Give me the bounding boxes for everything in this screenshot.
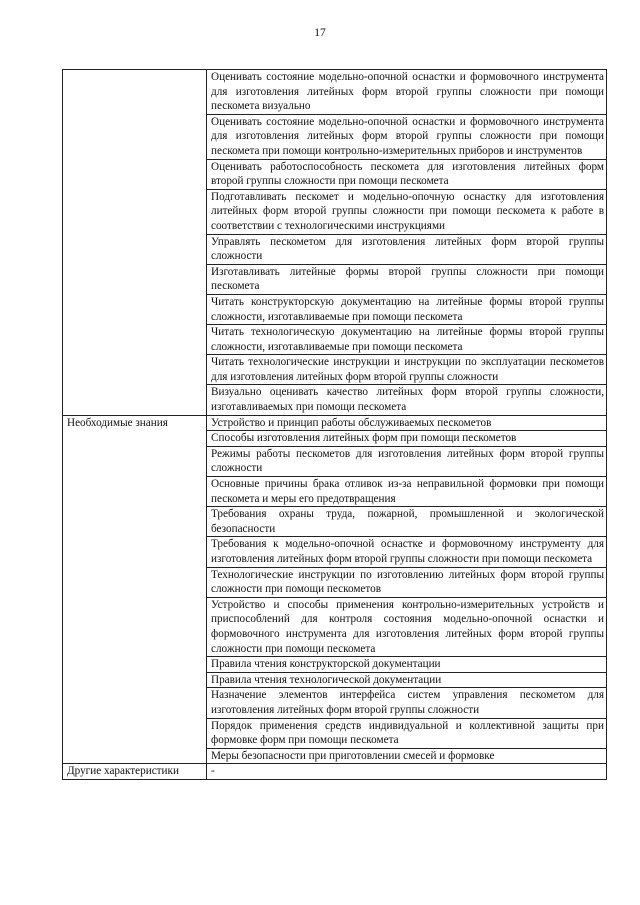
row-description: Требования к модельно-опочной оснастке и формовочному инструменту для изготовления литейных форм второй группы сложности при помощи пескомета — [207, 537, 607, 567]
row-description: - — [207, 764, 607, 780]
row-description: Визуально оценивать качество литейных форм второй группы сложности, изготавливаемых при помощи пескомета — [207, 385, 607, 415]
row-description: Основные причины брака отливок из-за неправильной формовки при помощи пескомета и меры его предотвращения — [207, 477, 607, 507]
row-description: Правила чтения конструкторской документации — [207, 657, 607, 673]
row-description: Оценивать состояние модельно-опочной оснастки и формовочного инструмента для изготовления литейных форм второй группы сложности при помощи пескомета при помощи контрольно-измерительных приборов и инструментов — [207, 114, 607, 159]
row-description: Читать технологические инструкции и инструкции по эксплуатации пескометов для изготовления литейных форм второй группы сложности — [207, 355, 607, 385]
row-description: Читать технологическую документацию на литейные формы второй группы сложности, изготавливаемые при помощи пескомета — [207, 325, 607, 355]
row-category-label — [63, 70, 207, 416]
row-description: Порядок применения средств индивидуальной и коллективной защиты при формовке форм при помощи пескомета — [207, 718, 607, 748]
competency-table — [62, 69, 607, 780]
row-description: Оценивать состояние модельно-опочной оснастки и формовочного инструмента для изготовления литейных форм второй группы сложности при помощи пескомета визуально — [207, 70, 607, 115]
row-description: Управлять пескометом для изготовления литейных форм второй группы сложности — [207, 234, 607, 264]
row-description: Способы изготовления литейных форм при помощи пескометов — [207, 431, 607, 447]
table-row — [63, 764, 607, 780]
row-description: Назначение элементов интерфейса систем управления пескометом для изготовления литейных форм второй группы сложности — [207, 688, 607, 718]
row-category-label: Другие характеристики — [63, 764, 207, 780]
table-body — [63, 70, 607, 780]
row-description: Режимы работы пескометов для изготовления литейных форм второй группы сложности — [207, 446, 607, 476]
row-description: Устройство и принцип работы обслуживаемых пескометов — [207, 415, 607, 431]
row-description: Подготавливать пескомет и модельно-опочную оснастку для изготовления литейных форм второй группы сложности при помощи пескомета к работе в соответствии с технологическими инструкциями — [207, 189, 607, 234]
row-description: Устройство и способы применения контрольно-измерительных устройств и приспособлений для контроля состояния модельно-опочной оснастки и формовочного инструмента для изготовления литейных форм второй группы сложности при помощи пескомета — [207, 597, 607, 656]
row-description: Правила чтения технологической документации — [207, 672, 607, 688]
row-description: Требования охраны труда, пожарной, промышленной и экологической безопасности — [207, 507, 607, 537]
page-number: 17 — [314, 27, 326, 39]
row-description: Оценивать работоспособность пескомета для изготовления литейных форм второй группы сложности при помощи пескомета — [207, 159, 607, 189]
row-description: Читать конструкторскую документацию на литейные формы второй группы сложности, изготавливаемые при помощи пескомета — [207, 294, 607, 324]
row-category-label: Необходимые знания — [63, 415, 207, 764]
table-row — [63, 415, 607, 431]
table-row — [63, 70, 607, 115]
row-description: Технологические инструкции по изготовлению литейных форм второй группы сложности при помощи пескометов — [207, 567, 607, 597]
row-description: Изготавливать литейные формы второй группы сложности при помощи пескомета — [207, 264, 607, 294]
row-description: Меры безопасности при приготовлении смесей и формовке — [207, 748, 607, 764]
